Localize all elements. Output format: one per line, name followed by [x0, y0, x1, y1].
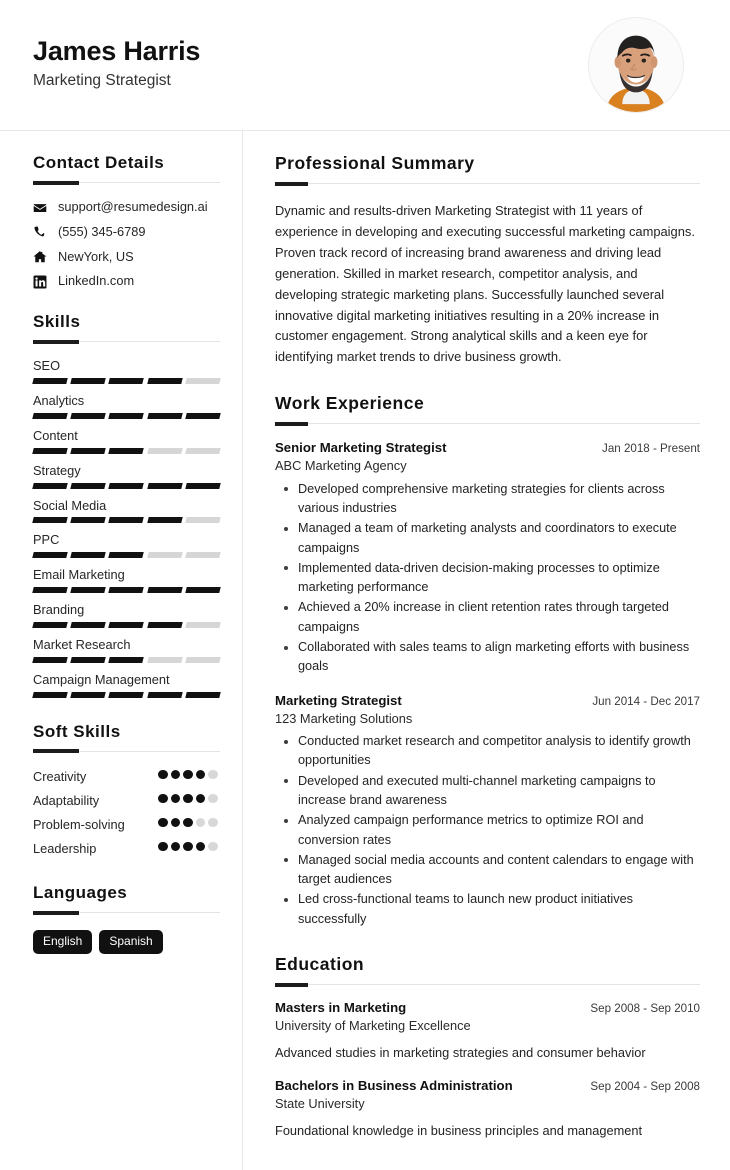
section-soft-skills: [33, 722, 220, 752]
skill-segment: [70, 517, 106, 523]
soft-skill-rating: [158, 842, 220, 852]
experience-entry: [275, 692, 700, 929]
skill-segment: [70, 413, 106, 419]
skill-level-bar: [33, 692, 220, 698]
experience-bullet-list: [275, 480, 700, 677]
skill-segment: [147, 378, 183, 384]
skill-item: [33, 356, 220, 384]
skill-label: Social Media: [33, 497, 107, 513]
soft-skill-label: Problem-solving: [33, 816, 125, 832]
languages-list: [33, 930, 220, 953]
skill-segment: [147, 483, 183, 489]
rating-dot: [183, 794, 193, 804]
experience-role: Marketing Strategist: [275, 692, 402, 708]
skill-segment: [185, 622, 221, 628]
skill-level-bar: [33, 657, 220, 663]
skill-level-bar: [33, 483, 220, 489]
skill-segment: [147, 692, 183, 698]
skill-segment: [70, 483, 106, 489]
experience-organization: 123 Marketing Solutions: [275, 710, 413, 726]
rating-dot: [183, 818, 193, 828]
main-column: [243, 131, 730, 1170]
rating-dot: [171, 770, 181, 780]
rating-dot: [183, 770, 193, 780]
rating-dot: [208, 842, 218, 852]
skill-segment: [70, 448, 106, 454]
rating-dot: [208, 818, 218, 828]
skill-segment: [70, 657, 106, 663]
contact-value-linkedin: LinkedIn.com: [58, 273, 135, 289]
education-date-range: Sep 2004 - Sep 2008: [590, 1079, 700, 1093]
skill-segment: [185, 517, 221, 523]
experience-entry: [275, 439, 700, 676]
skill-segment: [185, 657, 221, 663]
section-work-experience: [275, 393, 700, 424]
linkedin-icon: [33, 275, 47, 289]
experience-bullet: Conducted market research and competitor analysis to identify growth opportunities: [278, 732, 700, 771]
skill-level-bar: [33, 378, 220, 384]
skill-segment: [32, 657, 68, 663]
skills-list: [33, 356, 220, 697]
skill-segment: [32, 448, 68, 454]
skill-segment: [70, 552, 106, 558]
skill-segment: [109, 622, 145, 628]
education-entry: [275, 1077, 700, 1141]
education-entry-header: [275, 1077, 700, 1094]
summary-text: Dynamic and results-driven Marketing Strategist with 11 years of experience in developing and executing successful marketing campaigns. Proven track record of increasing brand awareness and driving lead generation. Skilled in market research, competitor analysis, and developing strategic marketing plans. Successfully launched several innovative digital marketing initiatives resulting in a 20% increase in customer engagement. Strong analytical skills and a keen eye for identifying market trends to drive business growth.: [275, 203, 695, 365]
section-contact-details: [33, 153, 220, 183]
experience-bullet: Collaborated with sales teams to align marketing efforts with business goals: [278, 638, 700, 677]
experience-organization: ABC Marketing Agency: [275, 458, 407, 474]
section-professional-summary: [275, 153, 700, 184]
skill-level-bar: [33, 413, 220, 419]
skill-item: [33, 496, 220, 524]
contact-item-location[interactable]: [33, 249, 220, 266]
skill-segment: [185, 587, 221, 593]
skill-segment: [32, 692, 68, 698]
skill-segment: [70, 622, 106, 628]
experience-entry-header: [275, 439, 700, 456]
skill-segment: [147, 413, 183, 419]
experience-date-range: Jan 2018 - Present: [602, 442, 700, 456]
soft-skill-row: [33, 768, 220, 785]
skill-segment: [147, 657, 183, 663]
education-entry-header: [275, 999, 700, 1016]
skill-segment: [109, 692, 145, 698]
skill-level-bar: [33, 448, 220, 454]
soft-skill-label: Adaptability: [33, 792, 100, 808]
education-description: Foundational knowledge in business principles and management: [275, 1123, 643, 1139]
contact-value-location: NewYork, US: [58, 248, 134, 264]
skill-segment: [147, 448, 183, 454]
skill-segment: [70, 587, 106, 593]
skill-item: [33, 565, 220, 593]
education-degree: Bachelors in Business Administration: [275, 1077, 513, 1093]
skill-segment: [32, 622, 68, 628]
skill-segment: [109, 587, 145, 593]
skill-label: Market Research: [33, 636, 131, 652]
skill-segment: [185, 552, 221, 558]
skill-item: [33, 635, 220, 663]
skill-segment: [109, 448, 145, 454]
rating-dot: [208, 794, 218, 804]
contact-item-linkedin[interactable]: [33, 273, 220, 290]
rating-dot: [158, 794, 168, 804]
education-list: [275, 999, 700, 1140]
skill-segment: [109, 413, 145, 419]
skill-label: Strategy: [33, 462, 81, 478]
skill-label: Email Marketing: [33, 567, 125, 583]
rating-dot: [171, 818, 181, 828]
experience-entry-header: [275, 692, 700, 709]
section-heading: Work Experience: [275, 393, 425, 414]
soft-skills-list: [33, 768, 220, 857]
skill-segment: [70, 378, 106, 384]
skill-segment: [32, 587, 68, 593]
skill-segment: [185, 483, 221, 489]
section-heading: Languages: [33, 882, 128, 902]
language-tag: English: [33, 930, 92, 953]
experience-date-range: Jun 2014 - Dec 2017: [592, 694, 700, 708]
skill-item: [33, 426, 220, 454]
education-degree: Masters in Marketing: [275, 1000, 407, 1016]
education-school: State University: [275, 1095, 365, 1111]
skill-segment: [32, 483, 68, 489]
experience-list: [275, 439, 700, 929]
section-divider: [33, 751, 220, 752]
rating-dot: [196, 818, 206, 828]
experience-bullet: Achieved a 20% increase in client retention rates through targeted campaigns: [278, 598, 700, 637]
rating-dot: [171, 842, 181, 852]
soft-skill-rating: [158, 770, 220, 780]
language-tag: Spanish: [99, 930, 162, 953]
skill-label: PPC: [33, 532, 60, 548]
experience-role: Senior Marketing Strategist: [275, 440, 447, 456]
home-icon: [33, 250, 47, 264]
resume-header: [0, 0, 730, 131]
skill-item: [33, 600, 220, 628]
skill-segment: [70, 692, 106, 698]
experience-bullet: Developed comprehensive marketing strategies for clients across various industries: [278, 480, 700, 519]
skill-item: [33, 461, 220, 489]
section-divider: [33, 341, 220, 342]
skill-item: [33, 670, 220, 698]
skill-segment: [185, 378, 221, 384]
skill-level-bar: [33, 587, 220, 593]
soft-skill-rating: [158, 818, 220, 828]
skill-label: Analytics: [33, 393, 85, 409]
rating-dot: [196, 770, 206, 780]
education-description: Advanced studies in marketing strategies and consumer behavior: [275, 1045, 646, 1061]
contact-value-phone: (555) 345-6789: [58, 224, 146, 240]
rating-dot: [158, 842, 168, 852]
section-heading: Soft Skills: [33, 721, 121, 741]
skill-label: Branding: [33, 602, 85, 618]
section-heading: Professional Summary: [275, 153, 475, 173]
rating-dot: [183, 842, 193, 852]
section-divider: [275, 984, 700, 985]
avatar: [588, 17, 684, 113]
skill-item: [33, 530, 220, 558]
soft-skill-row: [33, 816, 220, 833]
soft-skill-row: [33, 792, 220, 809]
section-divider: [275, 423, 700, 424]
section-heading: Contact Details: [33, 153, 165, 172]
skill-label: Content: [33, 427, 78, 443]
section-heading: Education: [275, 954, 365, 975]
skill-segment: [109, 378, 145, 384]
soft-skill-label: Leadership: [33, 840, 97, 856]
skill-segment: [109, 552, 145, 558]
experience-bullet-list: [275, 732, 700, 929]
profile-photo-icon: [589, 18, 683, 112]
skill-segment: [32, 552, 68, 558]
skill-segment: [32, 517, 68, 523]
skill-segment: [185, 692, 221, 698]
rating-dot: [158, 770, 168, 780]
skill-item: [33, 391, 220, 419]
section-divider: [33, 182, 220, 183]
skill-segment: [109, 517, 145, 523]
skill-label: Campaign Management: [33, 671, 170, 687]
contact-value-email: support@resumedesign.ai: [58, 199, 208, 215]
contact-item-phone[interactable]: [33, 224, 220, 241]
education-entry: [275, 999, 700, 1063]
skill-segment: [147, 517, 183, 523]
skill-segment: [185, 448, 221, 454]
soft-skill-row: [33, 840, 220, 857]
skill-segment: [32, 413, 68, 419]
experience-bullet: Developed and executed multi-channel marketing campaigns to increase brand awareness: [278, 772, 700, 811]
education-school: University of Marketing Excellence: [275, 1018, 471, 1034]
contact-item-email[interactable]: [33, 199, 220, 216]
resume-body: [0, 131, 730, 1170]
section-divider: [33, 912, 220, 913]
section-heading: Skills: [33, 311, 81, 331]
experience-bullet: Implemented data-driven decision-making processes to optimize marketing performance: [278, 559, 700, 598]
skill-segment: [185, 413, 221, 419]
skill-segment: [147, 552, 183, 558]
sidebar-column: [0, 131, 243, 1170]
rating-dot: [158, 818, 168, 828]
soft-skill-rating: [158, 794, 220, 804]
experience-bullet: Managed a team of marketing analysts and coordinators to execute campaigns: [278, 519, 700, 558]
skill-segment: [147, 622, 183, 628]
experience-bullet: Analyzed campaign performance metrics to optimize ROI and conversion rates: [278, 811, 700, 850]
contact-list: [33, 199, 220, 290]
soft-skill-label: Creativity: [33, 768, 87, 784]
section-divider: [275, 183, 700, 184]
rating-dot: [196, 842, 206, 852]
rating-dot: [208, 770, 218, 780]
header-text-block: [33, 36, 200, 95]
job-title: Marketing Strategist: [33, 71, 171, 89]
phone-icon: [33, 225, 47, 239]
rating-dot: [196, 794, 206, 804]
experience-bullet: Managed social media accounts and content calendars to engage with target audiences: [278, 851, 700, 890]
skill-level-bar: [33, 552, 220, 558]
skill-segment: [147, 587, 183, 593]
experience-bullet: Led cross-functional teams to launch new product initiatives successfully: [278, 890, 700, 929]
education-date-range: Sep 2008 - Sep 2010: [590, 1002, 700, 1016]
skill-segment: [109, 483, 145, 489]
envelope-icon: [33, 201, 47, 215]
section-education: [275, 954, 700, 985]
skill-level-bar: [33, 517, 220, 523]
section-languages: [33, 883, 220, 913]
section-skills: [33, 312, 220, 342]
skill-segment: [109, 657, 145, 663]
page-title: James Harris: [33, 35, 201, 66]
rating-dot: [171, 794, 181, 804]
skill-label: SEO: [33, 358, 61, 374]
skill-level-bar: [33, 622, 220, 628]
skill-segment: [32, 378, 68, 384]
